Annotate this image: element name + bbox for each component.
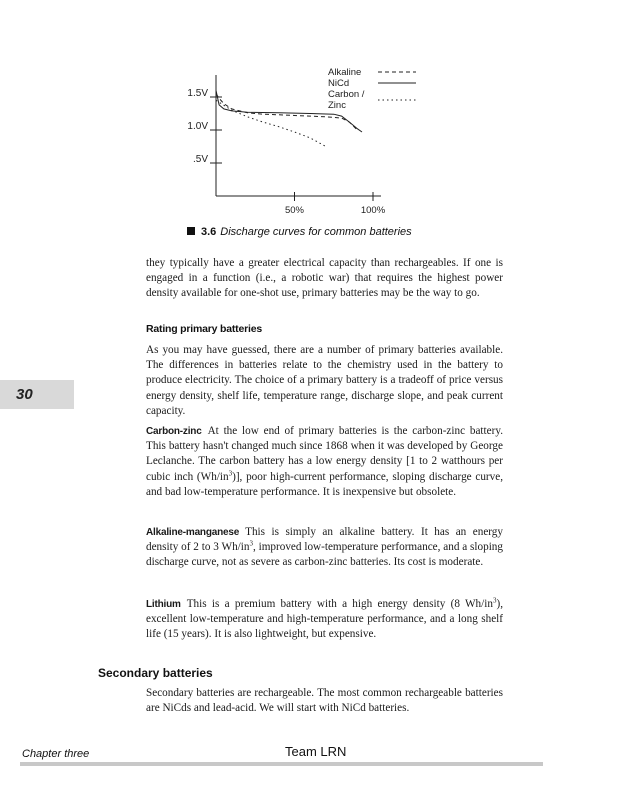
intro-paragraph [146,256,503,302]
secondary-heading: Secondary batteries [98,666,213,680]
lithium-text-b: ), excellent low-temperature and high-temperature performance, and a long shelf life (15 years). It is also lightweight, but expensive. [146,598,503,641]
page-number-tab: 30 [0,380,74,409]
legend-label: NiCd [328,78,350,89]
series-line [216,100,326,146]
figure-caption-text: Discharge curves for common batteries [220,226,412,238]
rating-text: As you may have guessed, there are a number of primary batteries available. The differences in batteries relate to the chemistry used in the battery to produce electricity. The choice of a primary battery is a tradeoff of price versus energy density, shelf life, temperature range, discharge slope, and peak current capacity. [146,344,503,417]
carbon-zinc-paragraph [146,424,503,500]
y-tick-label: .5V [192,154,208,165]
discharge-figure [150,55,450,245]
rating-paragraph [146,343,503,419]
secondary-paragraph [146,686,503,716]
x-tick-label: 100% [360,205,386,216]
carbon-zinc-text-b: )], poor high-current performance, sloping discharge curve, and bad low-temperature performance. It is inexpensive but obsolete. [146,470,503,498]
rating-heading: Rating primary batteries [146,323,262,335]
legend-label: Alkaline [328,67,362,78]
legend-label: Zinc [328,100,346,111]
alkaline-text-a: This is simply an alkaline battery. It has an energy density of 2 to 3 Wh/in [146,526,503,554]
carbon-zinc-label: Carbon-zinc [146,426,202,437]
superscript: 3 [249,539,253,548]
figure-number: 3.6 [201,226,217,238]
superscript: 3 [228,468,233,477]
carbon-zinc-text-a: At the low end of primary batteries is the carbon-zinc battery. This battery hasn't changed much since 1868 when it was developed by George Leclanche. The carbon battery has a low energy density [1 to 2 watthours per cubic inch (Wh/in [146,425,503,483]
alkaline-paragraph [146,525,503,571]
footer-rule [20,762,543,766]
superscript: 3 [492,596,497,605]
y-tick-label: 1.0V [187,121,208,132]
lithium-text-a: This is a premium battery with a high energy density (8 Wh/in [186,598,493,610]
lithium-paragraph [146,597,503,643]
discharge-chart [150,55,450,225]
intro-text: they typically have a greater electrical capacity than rechargeables. If one is engaged in a function (i.e., a robotic war) that requires the highest power density available for one-shot use, primary batteries may be the way to go. [146,257,503,300]
alkaline-text-b: , improved low-temperature performance, and a sloping discharge curve, not as severe as carbon-zinc batteries. Its cost is moderate. [146,541,503,569]
y-tick-label: 1.5V [187,88,208,99]
legend-label: Carbon / [328,89,365,100]
figure-caption [187,226,412,238]
chapter-footer: Chapter three [22,748,90,760]
watermark-text: Team LRN [285,744,347,759]
alkaline-label: Alkaline-manganese [146,527,240,538]
caption-square-icon [187,227,195,235]
x-tick-label: 50% [284,205,305,216]
secondary-text: Secondary batteries are rechargeable. The most common rechargeable batteries are NiCds and lead-acid. We will start with NiCd batteries. [146,687,503,715]
lithium-label: Lithium [146,599,181,610]
